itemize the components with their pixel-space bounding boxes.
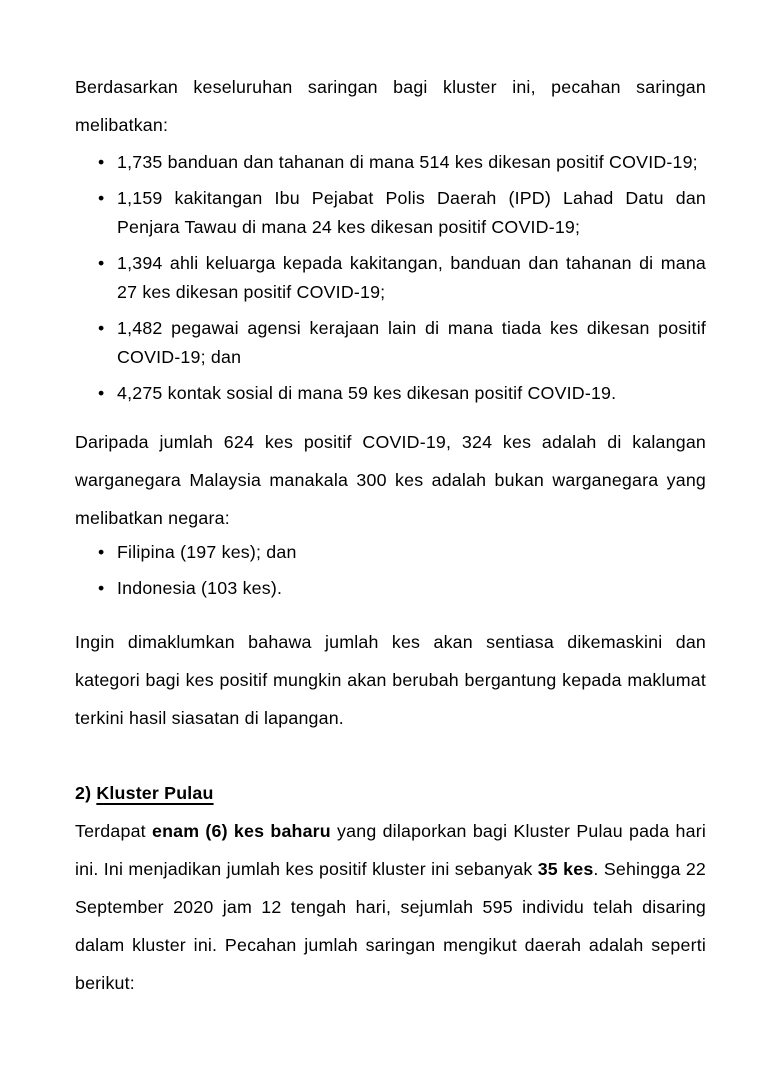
- paragraph-screening-intro: Berdasarkan keseluruhan saringan bagi kluster ini, pecahan saringan melibatkan:: [75, 77, 706, 135]
- list-item: • 1,394 ahli keluarga kepada kakitangan, banduan dan tahanan di mana 27 kes dikesan positif COVID-19;: [117, 249, 706, 307]
- list-item: • 1,159 kakitangan Ibu Pejabat Polis Daerah (IPD) Lahad Datu dan Penjara Tawau di mana 24 kes dikesan positif COVID-19;: [117, 184, 706, 242]
- country-bullet-list: [75, 538, 706, 603]
- paragraph-case-nationality: Daripada jumlah 624 kes positif COVID-19, 324 kes adalah di kalangan warganegara Malaysia manakala 300 kes adalah bukan warganegara yang melibatkan negara:: [75, 432, 706, 528]
- list-item: • Indonesia (103 kes).: [117, 574, 706, 603]
- list-item: • 1,482 pegawai agensi kerajaan lain di mana tiada kes dikesan positif COVID-19; dan: [117, 314, 706, 372]
- section-heading-kluster-pulau: 2) Kluster Pulau: [75, 783, 214, 803]
- paragraph-update-note: Ingin dimaklumkan bahawa jumlah kes akan sentiasa dikemaskini dan kategori bagi kes positif mungkin akan berubah bergantung kepada maklumat terkini hasil siasatan di lapangan.: [75, 632, 706, 728]
- list-item: • 4,275 kontak sosial di mana 59 kes dikesan positif COVID-19.: [117, 379, 706, 408]
- list-item: • 1,735 banduan dan tahanan di mana 514 kes dikesan positif COVID-19;: [117, 148, 706, 177]
- list-item: • Filipina (197 kes); dan: [117, 538, 706, 567]
- paragraph-kluster-pulau-summary: Terdapat enam (6) kes baharu yang dilaporkan bagi Kluster Pulau pada hari ini. Ini menjadikan jumlah kes positif kluster ini sebanyak 35 kes. Sehingga 22 September 2020 jam 12 tengah hari, sejumlah 595 individu telah disaring dalam kluster ini. Pecahan jumlah saringan mengikut daerah adalah seperti berikut:: [75, 821, 706, 993]
- screening-bullet-list: [75, 148, 706, 408]
